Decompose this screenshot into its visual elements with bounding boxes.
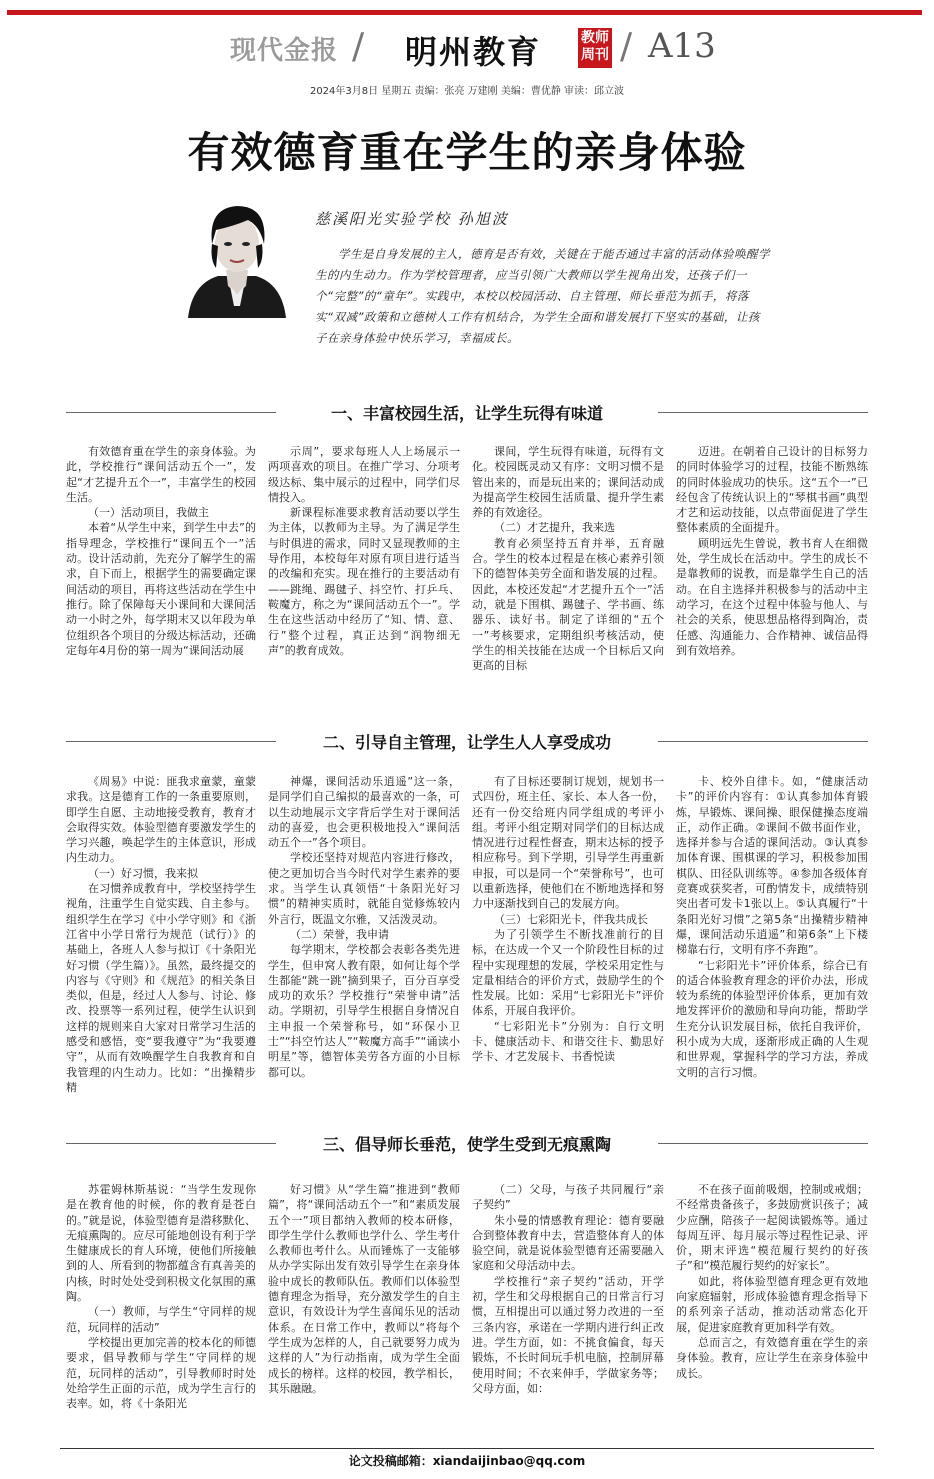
- section-2-column-2: [268, 774, 460, 1080]
- section-1-title: 一、丰富校园生活，让学生玩得有味道: [330, 404, 603, 423]
- section-2-column-3: [472, 774, 664, 1065]
- masthead-divider-2: /: [620, 26, 633, 67]
- subheading: （二）荣誉，我申请: [290, 927, 389, 941]
- paragraph: 课间，学生玩得有味道，玩得有文化。校园既灵动又有序：文明习惯不是管出来的，而是玩出来的；课间活动成为提高学生校园生活质量、提升学生素养的有效途径。: [472, 445, 664, 520]
- portrait-image: [178, 196, 296, 318]
- footer-rule: [60, 1448, 874, 1449]
- section-1-header: [66, 403, 868, 423]
- paragraph: “七彩阳光卡”评价体系，综合已有的适合体验教育理念的评价办法，形成较为系统的体验型评价体系，更加有效地发挥评价的激励和导向功能，帮助学生充分认识发展目标，依托自我评价，积小成为大成，逐渐形成正确的人生观和世界观，掌握科学的学习方法，养成文明的言行习惯。: [676, 958, 868, 1079]
- weekly-badge: [578, 28, 612, 68]
- section-3-column-1: [66, 1182, 256, 1411]
- top-red-rule: [7, 10, 922, 15]
- paragraph: 如此，将体验型德育理念更有效地向家庭辐射，形成体验德育理念指导下的系列亲子活动，推动活动常态化开展，促进家庭教育更加科学有效。: [676, 1274, 868, 1334]
- paragraph: 总而言之，有效德育重在学生的亲身体验。教育，应让学生在亲身体验中成长。: [676, 1335, 868, 1380]
- paragraph: “七彩阳光卡”分别为：自行文明卡、健康活动卡、和谐交往卡、勤思好学卡、才艺发展卡、书香悦读: [472, 1019, 664, 1064]
- submission-email[interactable]: 论文投稿邮箱：xiandaijinbao@qq.com: [348, 1454, 586, 1468]
- paragraph: 顾明远先生曾说，教书育人在细微处，学生成长在活动中。学生的成长不是靠教师的说教，而是靠学生自己的活动。在自主选择并积极参与的活动中主动学习，在这个过程中体验与他人、与社会的关系，使思想品格得到陶冶，责任感、沟通能力、合作精神、诚信品得到有效培养。: [676, 536, 868, 657]
- paragraph: 好习惯》从“学生篇”推进到“教师篇”，将“课间活动五个一”和“素质发展五个一”项目都纳入教师的校本研修，即学生学什么教师也学什么、学生考什么教师也考什么。从而锤炼了一支能够从办学实际出发有效引导学生在亲身体验中成长的教师队伍。教师们以体验型德育理念为指导，充分激发学生的自主意识，有效设计为学生喜闻乐见的活动体系。在日常工作中，教师以“将每个学生成为怎样的人，自己就要努力成为这样的人”为行动指南，成为学生全面成长的榜样。这样的校园，教学相长，其乐融融。: [268, 1183, 460, 1395]
- author-byline: 慈溪阳光实验学校 孙旭波: [315, 210, 509, 228]
- section-3-column-3: [472, 1182, 664, 1396]
- section-1-column-4: [676, 444, 868, 658]
- paragraph: 每学期末，学校都会表彰各类先进学生，但申窝人教有限，如何让每个学生都能“跳一跳”摘到果子，百分百享受成功的欢乐？学校推行“荣誉申请”活动。学期初，引导学生根据自身情况自主申报一个荣誉称号，如“环保小卫士”“抖空竹达人”“鞍魔方高手”“诵读小明星”等，德智体美劳各方面的小目标都可以。: [268, 943, 460, 1079]
- paragraph: 神爆，课间活动乐逍遥”这一条，是同学们自己编拟的最喜欢的一条，可以生动地展示文字背后学生对于课间活动的喜爱，也会更积极地投入“课间活动五个一”各个项目。: [268, 775, 460, 850]
- paragraph: 学校推行“亲子契约”活动，开学初，学生和父母根据自己的日常言行习惯，互相提出可以通过努力改进的一至三条内容，承诺在一学期内进行纠正改进。学生方面，如：不挑食偏食，每天锻炼，不长时间玩手机电脑，控制屏幕使用时间；不衣来伸手，学做家务等；父母方面，如：: [472, 1274, 664, 1395]
- paragraph: 在习惯养成教育中，学校坚持学生视角，注重学生自觉实践、自主参与。组织学生在学习《中小学守则》和《浙江省中小学日常行为规范（试行）》的基础上，各班人人参与拟订《十条阳光好习惯（学生篇）》。虽然，最终提交的内容与《守则》和《规范》的相关条目类似，但是，经过人人参与、讨论、修改、投票等一系列过程，使学生认识到这样的规则来自大家对日常学习生活的感受和感悟，变“要我遵守”为“我要遵守”，从而有效唤醒学生自我教育和自我管理的内生动力。比如：“出操精步精: [66, 882, 256, 1094]
- subheading: （二）才艺提升，我来选: [494, 521, 615, 535]
- subheading: （一）教师，与学生“守同样的规范，玩同样的活动”: [66, 1305, 256, 1334]
- newspaper-name: 现代金报: [230, 36, 339, 66]
- paragraph: 示周”，要求每班人人上场展示一两项喜欢的项目。在推广学习、分项考级达标、集中展示的过程中，同学们尽情投入。: [268, 445, 460, 504]
- paragraph: 《周易》中说：匪我求童蒙，童蒙求我。这是德育工作的一条重要原则，即学生自愿、主动地接受教育，教育才会取得实效。体验型德育要激发学生的学习兴趣，唤起学生的主体意识，形成内生动力。: [66, 775, 256, 865]
- paragraph: 迈进。在朝着自己设计的目标努力的同时体验学习的过程，技能不断熟练的同时体验成功的快乐。这“五个一”已经包含了传统认识上的“琴棋书画”典型才艺和运动技能，以点带面促进了学生整体素质的全面提升。: [676, 445, 868, 535]
- subheading: （二）父母，与孩子共同履行“亲子契约”: [472, 1183, 664, 1212]
- section-1-column-3: [472, 444, 664, 673]
- issue-info: 2024年3月8日 星期五 责编：张亮 万建刚 美编：曹优静 审读：邱立波: [309, 86, 625, 97]
- author-portrait: [178, 196, 296, 318]
- paragraph: 有了目标还要制订规划，规划书一式四份，班主任、家长、本人各一份，还有一份交给班内同学组成的考评小组。考评小组定期对同学们的目标达成情况进行过程性督查，期末达标的授予相应称号。到下学期，引导学生再重新申报，可以是同一个“荣誉称号”，也可以重新选择，使他们在不断地选择和努力中逐渐找到自己的发展方向。: [472, 775, 664, 911]
- section-3-title: 三、倡导师长垂范，使学生受到无痕熏陶: [322, 1135, 611, 1154]
- article-intro: 学生是自身发展的主人，德育是否有效，关键在于能否通过丰富的活动体验唤醒学生的内生动力。作为学校管理者，应当引领广大教师以学生视角出发，还孩子们一个“完整”的“童年”。实践中，本校以校园活动、自主管理、师长垂范为抓手，将落实“双减”政策和立德树人工作有机结合，为学生全面和谐发展打下坚实的基础，让孩子在亲身体验中快乐学习，幸福成长。: [315, 247, 770, 345]
- paragraph: 卡、校外自律卡。如，“健康活动卡”的评价内容有：①认真参加体育锻炼，早锻炼、课间操、眼保健操态度端正，动作正确。②课间不做书面作业，选择并参与合适的课间活动。③认真参加体育课、围棋课的学习，积极参加围棋队、田径队训练等。④参加各级体育竞赛或获奖者，可酌情发卡，成绩特别突出者可发卡1张以上。⑤认真履行“十条阳光好习惯”之第5条“出操精步精神爆，课间活动乐逍遥”和第6条“上下楼梯靠右行，文明有序不奔跑”。: [676, 775, 868, 957]
- headline: 有效德育重在学生的亲身体验: [187, 128, 747, 177]
- subheading: （三）七彩阳光卡，伴我共成长: [494, 912, 648, 926]
- paragraph: 有效德育重在学生的亲身体验。为此，学校推行“课间活动五个一”，发起“才艺提升五个一”，丰富学生的校园生活。: [66, 445, 256, 504]
- section-3-column-4: [676, 1182, 868, 1381]
- section-1-column-1: [66, 444, 256, 658]
- paragraph: 教育必须坚持五育并举，五育融合。学生的校本过程是在核心素养引领下的德智体美劳全面和谐发展的过程。因此，本校还发起“才艺提升五个一”活动，就是下围棋、踢毽子、学书画、练器乐、读好书。制定了详细的“五个一”考核要求，定期组织考核活动，使学生的相关技能在达成一个目标后又向更高的目标: [472, 536, 664, 673]
- section-2-header: [66, 732, 868, 752]
- badge-line1: 教师: [581, 30, 609, 46]
- paragraph: 不在孩子面前吸烟，控制或戒烟；不经常贵备孩子，多鼓励赏识孩子；减少应酬，陪孩子一起阅读锻炼等。通过每周互评、每月展示等过程性记录、评价，期末评选“模范履行契约的好孩子”和“模范履行契约的好家长”。: [676, 1183, 868, 1273]
- masthead-divider: /: [352, 26, 365, 67]
- section-2-column-1: [66, 774, 256, 1095]
- subheading: （一）活动项目，我做主: [88, 506, 209, 520]
- paragraph: 为了引领学生不断找准前行的目标，在达成一个又一个阶段性目标的过程中实现理想的发展，学校采用定性与定量相结合的评价方式，鼓励学生的个性发展。比如：采用“七彩阳光卡”评价体系，开展自我评价。: [472, 927, 664, 1018]
- section-rule: [658, 1143, 868, 1144]
- section-1-column-2: [268, 444, 460, 658]
- section-name: 明州教育: [405, 33, 542, 71]
- paragraph: 学校提出更加完善的校本化的师德要求，倡导教师与学生“守同样的规范，玩同样的活动”，引导教师时时处处给学生正面的示范，成为学生言行的表率。如，将《十条阳光: [66, 1335, 256, 1411]
- section-3-header: [66, 1134, 868, 1154]
- paragraph: 朱小曼的情感教育理论：德育要融合到整体教育中去，营造整体育人的体验空间，就是说体验型德育还需要融入家庭和父母活动中去。: [472, 1213, 664, 1273]
- paragraph: 本着“从学生中来，到学生中去”的指导理念，学校推行“课间五个一”活动。设计活动前，先充分了解学生的需求，自下而上，根据学生的需要确定课间活动的项目，再将这些活动在学生中推行。除了保障每天小课间和大课间活动一小时之外，每学期末又以年段为单位组织各个项目的分级达标活动，还确定每年4月份的第一周为“课间活动展: [66, 521, 256, 657]
- paragraph: 新课程标准要求教育活动要以学生为主体，以教师为主导。为了满足学生与时俱进的需求，同时又显现教师的主导作用，本校每年对原有项目进行适当的改编和充实。现在推行的主要活动有——跳绳、踢毽子、抖空竹、打乒乓、鞍魔方，称之为“课间活动五个一”。学生在这些活动中经历了“知、情、意、行”整个过程，真正达到“润物细无声”的教育成效。: [268, 506, 460, 657]
- section-3-column-2: [268, 1182, 460, 1396]
- subheading: （一）好习惯，我来拟: [88, 866, 198, 880]
- section-rule: [658, 741, 868, 742]
- paragraph: 苏霍姆林斯基说：“当学生发现你是在教育他的时候，你的教育是苍白的。”就是说，体验型德育是潜移默化、无痕熏陶的。应尽可能地创设有利于学生健康成长的育人环境，使他们所接触到的人、所看到的物都蕴含有真善美的内核，时时处处受到积极文化氛围的熏陶。: [66, 1183, 256, 1304]
- page-number: A13: [648, 26, 716, 66]
- paragraph: 学校还坚持对规范内容进行修改，使之更加切合当今时代对学生素养的要求。当学生认真领悟“十条阳光好习惯”的精神实质时，就能自觉修炼较内外言行，既温文尔雅，又活泼灵动。: [268, 851, 460, 926]
- section-2-title: 二、引导自主管理，让学生人人享受成功: [322, 733, 611, 752]
- badge-line2: 周刊: [581, 47, 609, 63]
- section-rule: [658, 412, 868, 413]
- section-2-column-4: [676, 774, 868, 1080]
